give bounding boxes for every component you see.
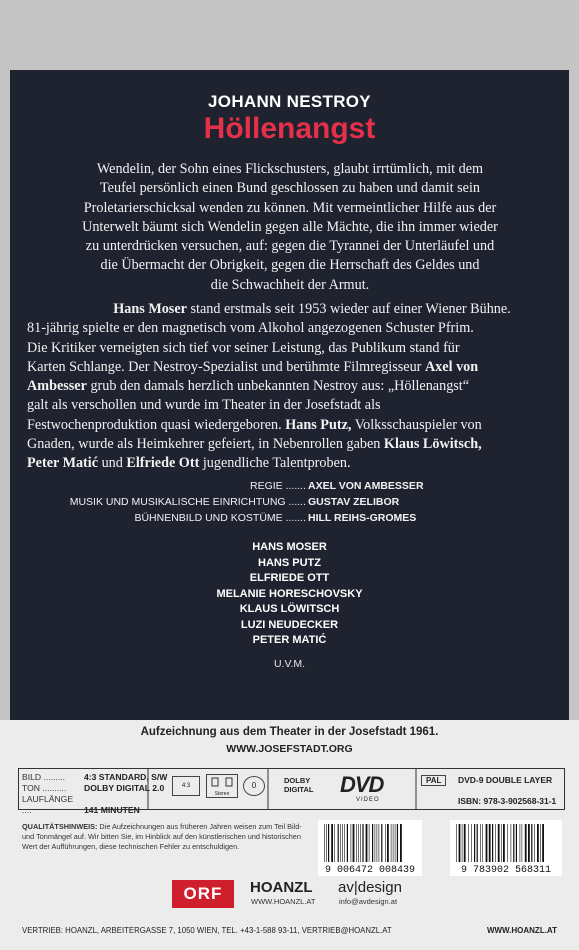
barcode-bar <box>397 824 398 862</box>
name-bold: Hans Putz, <box>285 416 352 433</box>
barcode-bar <box>353 824 355 862</box>
barcode-bar <box>474 824 475 862</box>
top-border <box>0 0 579 70</box>
barcode-isbn <box>450 820 562 876</box>
name-bold: Hans Moser <box>113 301 187 317</box>
name-bold: Elfriede Ott <box>126 455 200 472</box>
hoanzl-url: WWW.HOANZL.AT <box>251 897 316 906</box>
hoanzl-logo: HOANZL <box>250 879 313 896</box>
name-bold: Axel von <box>424 358 479 375</box>
barcode-bar <box>542 824 544 862</box>
pal-badge: PAL <box>421 775 446 786</box>
tech-key: LAUFLÄNGE .... <box>22 794 74 815</box>
barcode-bar <box>324 824 325 862</box>
barcode-bar <box>387 824 389 862</box>
text: nd <box>108 455 127 472</box>
barcode-bar <box>362 824 363 862</box>
author-name: JOHANN NESTROY <box>208 92 371 111</box>
history-line <box>27 377 542 396</box>
history-line <box>82 300 542 319</box>
barcode-bar <box>342 824 343 862</box>
barcode-bar <box>477 824 478 862</box>
barcode-bar <box>338 824 339 862</box>
cast-member: PETER MATIĆ <box>252 634 327 646</box>
play-title: Höllenangst <box>203 112 376 145</box>
barcode-bar <box>328 824 329 862</box>
barcode-bar <box>492 824 493 862</box>
barcode-bar <box>471 824 472 862</box>
tech-row <box>22 783 167 794</box>
barcode-bar <box>456 824 457 862</box>
quality-note <box>22 822 302 852</box>
barcode-bar <box>381 824 382 862</box>
synopsis <box>40 160 540 295</box>
tech-row <box>22 794 167 816</box>
isbn: ISBN: 978-3-902568-31-1 <box>458 796 557 806</box>
barcode-bar <box>498 824 500 862</box>
region-code-icon: 0 <box>243 776 265 796</box>
name-bold: Peter Matić <box>27 455 99 472</box>
credit-row <box>0 496 579 510</box>
credit-row <box>0 480 579 494</box>
barcode-bar <box>516 824 517 862</box>
synopsis-line: Wendelin, der Sohn eines Flickschusters, glaubt irrtümlich, mit dem <box>96 161 484 177</box>
credit-label: BÜHNENBILD UND KOSTÜME ....... <box>134 512 306 524</box>
cast-member: ELFRIEDE OTT <box>249 572 330 584</box>
barcode-bar <box>503 824 505 862</box>
avdesign-mail: info@avdesign.at <box>339 897 398 906</box>
text: stand erstmals seit 1953 wieder auf einer Wiener Bühne. <box>186 301 511 317</box>
barcode-bar <box>531 824 532 862</box>
tech-specs <box>22 772 167 816</box>
barcode-bar <box>331 824 333 862</box>
dolby-logo <box>284 776 313 794</box>
synopsis-line: Proletarierschicksal wenden zu können. Mit vermeintlicher Hilfe aus der <box>83 199 497 216</box>
barcode-bar <box>340 824 341 862</box>
cast-member: HANS MOSER <box>252 541 327 553</box>
cast-member: MELANIE HORESCHOVSKY <box>216 587 363 600</box>
barcode-bar <box>511 824 512 862</box>
barcode-bars <box>456 824 556 862</box>
barcode-bars <box>324 824 416 862</box>
barcode-bar <box>507 824 508 862</box>
cast-member: KLAUS LÖWITSCH <box>239 603 340 615</box>
dolby-digital-text: DIGITAL <box>284 785 314 794</box>
credit-value: GUSTAV ZELIBOR <box>308 496 400 508</box>
barcode-bar <box>393 824 394 862</box>
dvd-video-text: VIDEO <box>356 797 380 803</box>
barcode-bar <box>468 824 469 862</box>
barcode-bar <box>379 824 380 862</box>
barcode-bar <box>400 824 402 862</box>
barcode-bar <box>391 824 392 862</box>
name-bold: Ambesser <box>27 378 87 395</box>
barcode-bar <box>326 824 327 862</box>
distribution-note: VERTRIEB: HOANZL, ARBEITERGASSE 7, 1050 WIEN, TEL. +43-1-588 93-11, VERTRIEB@HOANZL.AT <box>22 926 392 935</box>
barcode-bar <box>372 824 373 862</box>
orf-logo: ORF <box>172 880 234 908</box>
credit-row <box>0 512 579 526</box>
text: Festwochenproduktion quasi wiedergeboren. <box>27 416 286 433</box>
synopsis-line: die Schwachheit der Armut. <box>210 276 370 293</box>
text: Gnaden, wurde als Heimkehrer gefeiert, in Nebenrollen gaben <box>27 436 384 453</box>
barcode-bar <box>534 824 535 862</box>
barcode-bar <box>495 824 496 862</box>
avdesign-logo: av|design <box>338 879 402 896</box>
barcode-bar <box>369 824 370 862</box>
synopsis-line: Teufel persönlich einen Bund geschlossen zu haben und damit sein <box>100 180 480 197</box>
cast-list <box>0 540 579 649</box>
barcode-bar <box>395 824 396 862</box>
barcode-bar <box>489 824 491 862</box>
stereo-icon <box>206 774 238 798</box>
name-bold: Klaus Löwitsch, <box>383 436 482 453</box>
tech-key: BILD ......... <box>22 772 65 782</box>
quality-label: QUALITÄTSHINWEIS: <box>22 822 98 831</box>
barcode-bar <box>537 824 539 862</box>
barcode-bar <box>528 824 530 862</box>
cast-member: LUZI NEUDECKER <box>240 618 339 631</box>
credit-label: MUSIK UND MUSIKALISCHE EINRICHTUNG ...... <box>69 496 306 508</box>
barcode-bar <box>522 824 523 862</box>
footer-url: WWW.HOANZL.AT <box>486 926 557 935</box>
stereo-label: Stereo <box>214 791 230 797</box>
dolby-text: DOLBY <box>284 776 311 785</box>
synopsis-line: die Übermacht der Obrigkeit, gegen die Herrschaft des Geldes und <box>100 257 480 274</box>
aspect-ratio-icon: 4:3 <box>172 776 200 796</box>
tech-value: 4:3 STANDARD, S/W <box>84 772 168 782</box>
production-history <box>27 300 542 474</box>
history-line: 81-jährig spielte er den magnetisch vom Alkohol angezogenen Schuster Pfrim. <box>27 320 474 337</box>
credit-value: HILL REIHS-GROMES <box>308 512 417 524</box>
barcode-bar <box>356 824 357 862</box>
speaker-icon <box>207 775 237 789</box>
barcode-bar <box>459 824 461 862</box>
history-line <box>27 435 542 454</box>
uvm-note: U.V.M. <box>273 658 306 670</box>
history-line <box>27 358 542 377</box>
tech-value: 141 MINUTEN <box>84 805 140 815</box>
quality-text: Die Aufzeichnungen aus früheren Jahren weisen zum Teil Bild- und Tonmängel auf. Wir bitten Sie, im Hinblick auf den künstlerischen und historischen Wert der Aufführungen, diese technischen Fehler zu entschuldigen. <box>22 822 302 851</box>
tech-row <box>22 772 167 783</box>
barcode-bar <box>347 824 348 862</box>
barcode-bar <box>540 824 541 862</box>
disc-type: DVD-9 DOUBLE LAYER <box>458 775 553 785</box>
tech-value: DOLBY DIGITAL 2.0 <box>84 783 165 793</box>
josefstadt-url: WWW.JOSEFSTADT.ORG <box>226 743 353 755</box>
history-line <box>27 416 542 435</box>
synopsis-line: Unterwelt bäumt sich Wendelin gegen alle Mächte, die ihn immer wieder <box>82 218 498 235</box>
credit-value: AXEL VON AMBESSER <box>308 480 424 492</box>
barcode-bar <box>377 824 378 862</box>
barcode-bar <box>358 824 359 862</box>
barcode-bar <box>501 824 502 862</box>
barcode-bar <box>366 824 368 862</box>
barcode-bar <box>486 824 488 862</box>
text: Volksschauspieler von <box>351 416 482 433</box>
history-line: Die Kritiker verneigten sich tief vor seiner Leistung, das Publikum stand für <box>27 339 460 356</box>
recording-note: Aufzeichnung aus dem Theater in der Josefstadt 1961. <box>140 726 439 738</box>
barcode-number: 9 783902 568311 <box>460 865 551 876</box>
barcode-bar <box>462 824 463 862</box>
barcode-bar <box>351 824 352 862</box>
text: grub den damals herzlich unbekannten Nestroy aus: „Höllenangst“ <box>86 378 470 395</box>
cast-member: HANS PUTZ <box>258 556 321 569</box>
history-line <box>27 454 542 473</box>
text: u <box>98 455 109 472</box>
synopsis-line: zu unterdrücken versuchen, auf: gegen die Tyrannei der Unterläufel und <box>85 238 495 255</box>
barcode-bar <box>375 824 376 862</box>
barcode-ean <box>318 820 422 876</box>
history-line: galt als verschollen und wurde im Theater in der Josefstadt als <box>27 397 381 414</box>
barcode-bar <box>480 824 481 862</box>
text: Karten Schlange. Der Nestroy-Spezialist und berühmte Filmregisseur <box>27 358 425 375</box>
barcode-bar <box>385 824 386 862</box>
text: jugendliche Talentproben. <box>199 455 351 472</box>
barcode-number: 9 006472 008439 <box>324 865 415 876</box>
barcode-bar <box>334 824 335 862</box>
barcode-bar <box>344 824 345 862</box>
tech-key: TON .......... <box>22 783 67 793</box>
credit-label: REGIE ....... <box>249 480 306 492</box>
barcode-bar <box>520 824 521 862</box>
barcode-bar <box>360 824 361 862</box>
dvd-logo: DVD <box>340 772 384 797</box>
barcode-bar <box>513 824 514 862</box>
barcode-bar <box>464 824 466 862</box>
barcode-bar <box>525 824 527 862</box>
barcode-bar <box>482 824 483 862</box>
